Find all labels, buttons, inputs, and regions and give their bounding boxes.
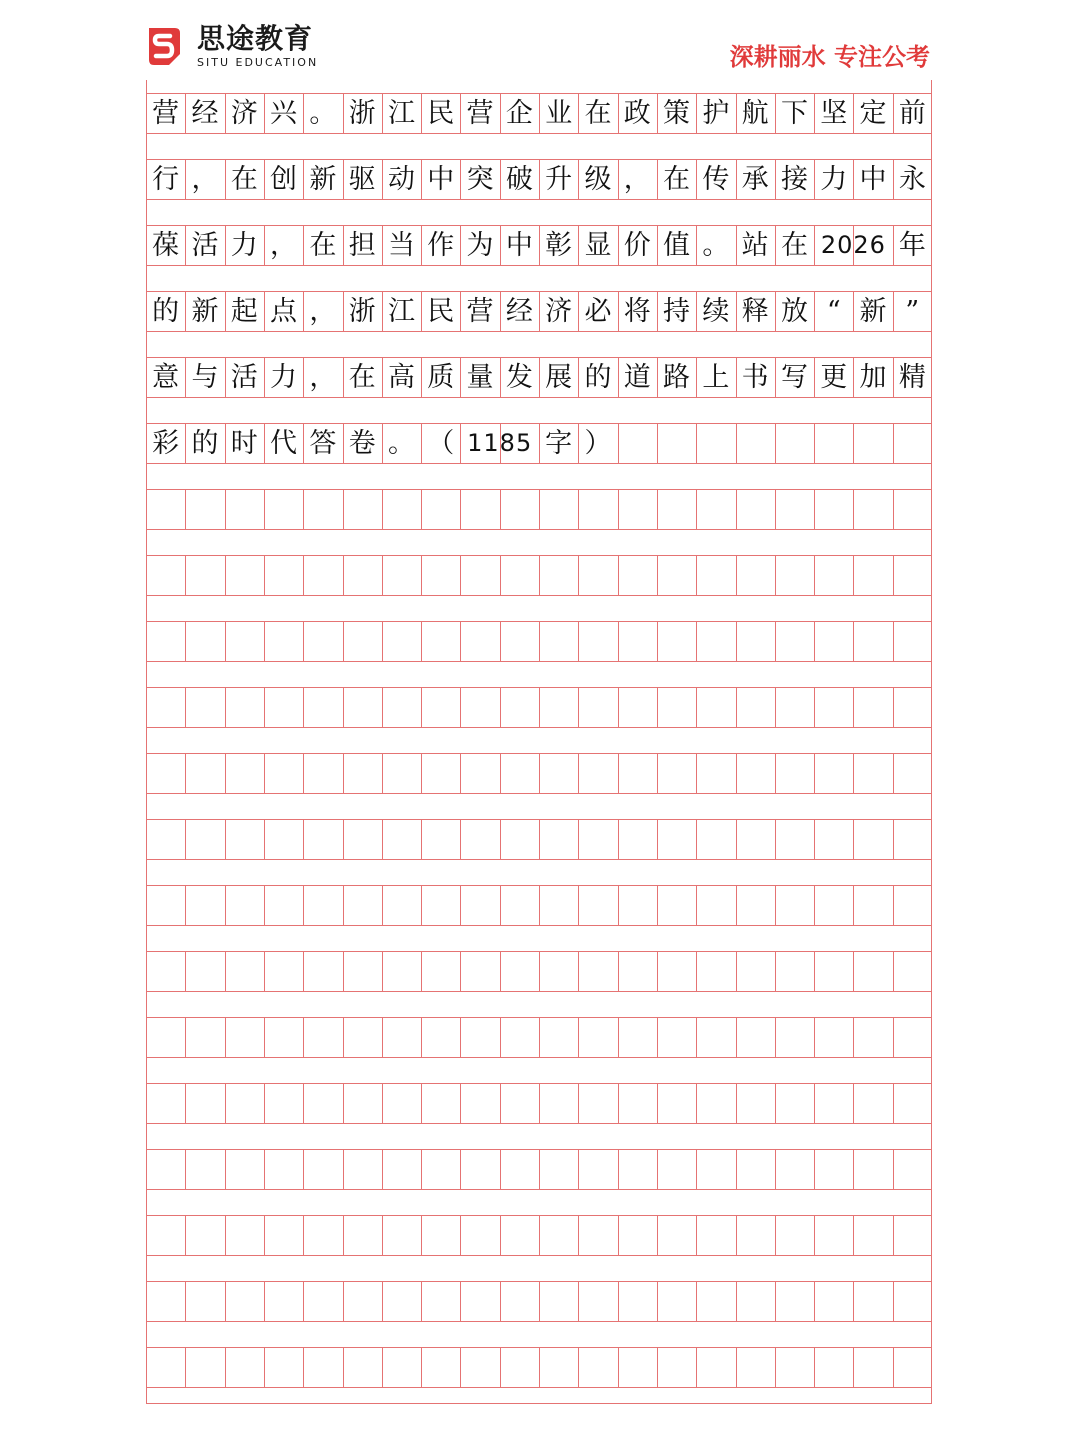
grid-char: 航: [741, 97, 769, 129]
grid-char: 策: [663, 97, 691, 129]
grid-char: 活: [191, 229, 219, 261]
grid-char: 在: [663, 163, 691, 195]
grid-char: 兴: [270, 97, 298, 129]
grid-char: 在: [230, 163, 258, 195]
grid-char: 续: [702, 295, 730, 327]
grid-char: 在: [309, 229, 337, 261]
grid-char: 当: [387, 229, 415, 261]
grid-char: 民: [427, 295, 455, 327]
grid-char: 书: [741, 361, 769, 393]
grid-char: ，: [191, 163, 219, 195]
grid-char: 新: [309, 163, 337, 195]
grid-char: 经: [505, 295, 533, 327]
grid-char: 企: [505, 97, 533, 129]
grid-char: “: [826, 295, 841, 327]
grid-char: 担: [348, 229, 376, 261]
grid-char: 中: [505, 229, 533, 261]
logo-english-name: SITU EDUCATION: [197, 56, 319, 69]
grid-char: 浙: [348, 295, 376, 327]
grid-char: 意: [152, 361, 180, 393]
grid-char: 作: [427, 229, 455, 261]
grid-char: 传: [702, 163, 730, 195]
grid-char: 力: [230, 229, 258, 261]
grid-char: 力: [820, 163, 848, 195]
grid-char: 营: [466, 295, 494, 327]
grid-char: 为: [466, 229, 494, 261]
grid-char: 彩: [152, 427, 180, 459]
grid-char: 时: [230, 427, 258, 459]
grid-char: ，: [623, 163, 651, 195]
grid-char: ，: [309, 361, 337, 393]
grid-char: 道: [623, 361, 651, 393]
grid-char: （: [427, 427, 455, 459]
grid-char: 与: [191, 361, 219, 393]
essay-text: [146, 80, 932, 1404]
brand-logo: [145, 22, 335, 72]
grid-char: 高: [387, 361, 415, 393]
grid-char: 新: [191, 295, 219, 327]
grid-char: 将: [623, 295, 651, 327]
grid-char: 字: [545, 427, 573, 459]
grid-char: 在: [780, 229, 808, 261]
grid-char: 坚: [820, 97, 848, 129]
logo-chinese-name: 思途教育: [197, 22, 314, 55]
grid-char: 点: [270, 295, 298, 327]
grid-char: 。: [309, 97, 337, 129]
grid-char: 在: [584, 97, 612, 129]
s-logo-icon: [145, 24, 183, 68]
page-header: [0, 0, 1080, 80]
grid-char: ”: [905, 295, 920, 327]
grid-char: 业: [545, 97, 573, 129]
grid-char: 精: [898, 361, 926, 393]
grid-char: ，: [309, 295, 337, 327]
grid-char: 站: [741, 229, 769, 261]
grid-char: 值: [663, 229, 691, 261]
grid-char: 显: [584, 229, 612, 261]
grid-char: 前: [898, 97, 926, 129]
writing-grid-paper: [146, 80, 932, 1404]
grid-char: 驱: [348, 163, 376, 195]
grid-char: 级: [584, 163, 612, 195]
grid-char: 代: [270, 427, 298, 459]
grid-char: 中: [427, 163, 455, 195]
grid-char: 行: [152, 163, 180, 195]
grid-char: 济: [230, 97, 258, 129]
grid-char: 江: [387, 295, 415, 327]
grid-char: 答: [309, 427, 337, 459]
grid-char: 浙: [348, 97, 376, 129]
grid-char: 的: [584, 361, 612, 393]
grid-char: 放: [780, 295, 808, 327]
grid-char: 必: [584, 295, 612, 327]
grid-char: 上: [702, 361, 730, 393]
grid-char: 突: [466, 163, 494, 195]
header-slogan: 深耕丽水 专注公考: [729, 42, 930, 71]
grid-char: 承: [741, 163, 769, 195]
grid-char: 破: [505, 163, 533, 195]
grid-char: 动: [387, 163, 415, 195]
grid-char: 中: [859, 163, 887, 195]
grid-char: 彰: [545, 229, 573, 261]
grid-char: 的: [152, 295, 180, 327]
grid-char: 卷: [348, 427, 376, 459]
grid-char: 升: [545, 163, 573, 195]
grid-char: 护: [702, 97, 730, 129]
grid-char: 起: [230, 295, 258, 327]
grid-char: 活: [230, 361, 258, 393]
grid-char: 力: [270, 361, 298, 393]
grid-char: 创: [270, 163, 298, 195]
grid-char: 下: [780, 97, 808, 129]
grid-char: 济: [545, 295, 573, 327]
grid-char: 2026: [820, 231, 886, 259]
grid-char: 更: [820, 361, 848, 393]
grid-char: 在: [348, 361, 376, 393]
grid-char: 持: [663, 295, 691, 327]
grid-char: 展: [545, 361, 573, 393]
grid-char: 营: [466, 97, 494, 129]
grid-char: 的: [191, 427, 219, 459]
grid-char: 新: [859, 295, 887, 327]
grid-char: 葆: [152, 229, 180, 261]
grid-char: 年: [898, 229, 926, 261]
grid-char: 政: [623, 97, 651, 129]
grid-char: 民: [427, 97, 455, 129]
grid-char: 永: [898, 163, 926, 195]
grid-char: 量: [466, 361, 494, 393]
grid-char: 。: [387, 427, 415, 459]
grid-char: 加: [859, 361, 887, 393]
grid-char: 质: [427, 361, 455, 393]
grid-char: 路: [663, 361, 691, 393]
grid-char: 1185: [467, 429, 533, 457]
grid-char: 写: [780, 361, 808, 393]
grid-char: 定: [859, 97, 887, 129]
grid-char: 接: [780, 163, 808, 195]
grid-char: 价: [623, 229, 651, 261]
grid-char: 释: [741, 295, 769, 327]
grid-char: 营: [152, 97, 180, 129]
grid-char: 。: [702, 229, 730, 261]
grid-char: 经: [191, 97, 219, 129]
grid-char: ）: [584, 427, 612, 459]
grid-char: 发: [505, 361, 533, 393]
grid-char: 江: [387, 97, 415, 129]
grid-char: ，: [270, 229, 298, 261]
